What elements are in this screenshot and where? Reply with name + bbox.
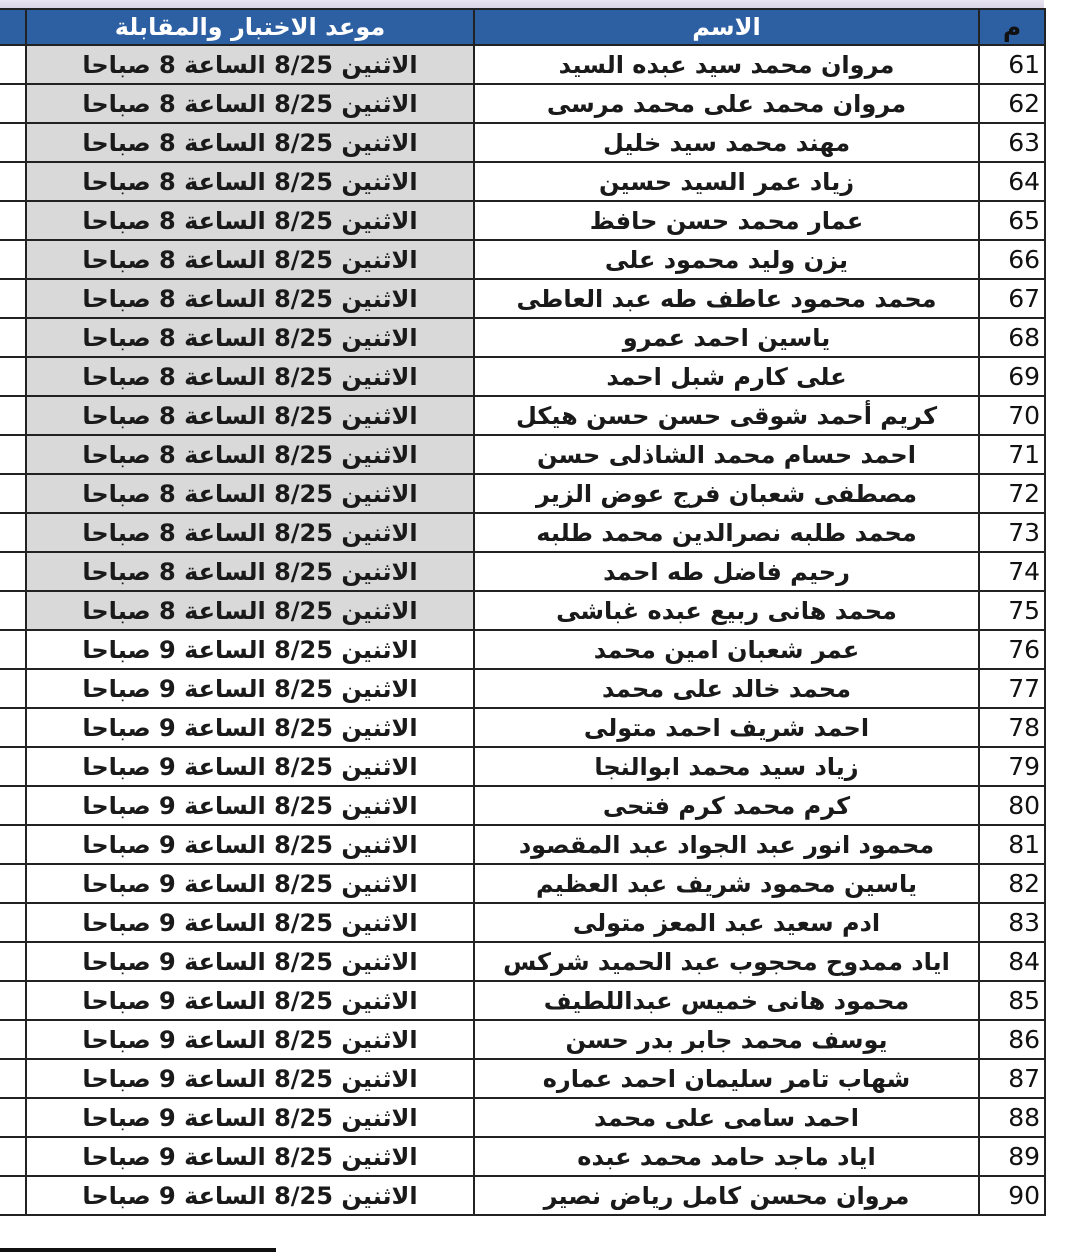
cell-name: مروان محمد على محمد مرسى	[474, 84, 979, 123]
table-row	[0, 318, 1045, 357]
cell-name: محمد طلبه نصرالدين محمد طلبه	[474, 513, 979, 552]
cell-name: اياد ماجد حامد محمد عبده	[474, 1137, 979, 1176]
table-row	[0, 396, 1045, 435]
cell-name: محمد محمود عاطف طه عبد العاطى	[474, 279, 979, 318]
table-header-row	[0, 9, 1045, 45]
row-edge-cell	[0, 240, 26, 279]
row-edge-cell	[0, 201, 26, 240]
table-row	[0, 747, 1045, 786]
cell-number: 78	[979, 708, 1045, 747]
cell-number: 65	[979, 201, 1045, 240]
cell-number: 66	[979, 240, 1045, 279]
cell-name: احمد شريف احمد متولى	[474, 708, 979, 747]
row-edge-cell	[0, 435, 26, 474]
table-row	[0, 1137, 1045, 1176]
cell-time: الاثنين 8/25 الساعة 8 صباحا	[26, 435, 474, 474]
cell-time: الاثنين 8/25 الساعة 9 صباحا	[26, 1020, 474, 1059]
cell-name: عمار محمد حسن حافظ	[474, 201, 979, 240]
table-row	[0, 435, 1045, 474]
cell-name: ياسين احمد عمرو	[474, 318, 979, 357]
table-row	[0, 630, 1045, 669]
row-edge-cell	[0, 1137, 26, 1176]
table-body	[0, 45, 1045, 1215]
cell-name: محمد هانى ربيع عبده غباشى	[474, 591, 979, 630]
cell-time: الاثنين 8/25 الساعة 9 صباحا	[26, 981, 474, 1020]
cell-time: الاثنين 8/25 الساعة 8 صباحا	[26, 240, 474, 279]
row-edge-cell	[0, 669, 26, 708]
table-row	[0, 123, 1045, 162]
table-row	[0, 1059, 1045, 1098]
cell-time: الاثنين 8/25 الساعة 9 صباحا	[26, 1059, 474, 1098]
table-row	[0, 474, 1045, 513]
cell-number: 69	[979, 357, 1045, 396]
cell-name: زياد سيد محمد ابوالنجا	[474, 747, 979, 786]
table-row	[0, 279, 1045, 318]
row-edge-cell	[0, 786, 26, 825]
cell-name: ادم سعيد عبد المعز متولى	[474, 903, 979, 942]
cell-name: مروان محمد سيد عبده السيد	[474, 45, 979, 84]
cell-number: 70	[979, 396, 1045, 435]
schedule-table	[0, 8, 1046, 1216]
cell-name: احمد حسام محمد الشاذلى حسن	[474, 435, 979, 474]
cell-time: الاثنين 8/25 الساعة 8 صباحا	[26, 513, 474, 552]
cell-time: الاثنين 8/25 الساعة 8 صباحا	[26, 162, 474, 201]
row-edge-cell	[0, 1020, 26, 1059]
cell-time: الاثنين 8/25 الساعة 8 صباحا	[26, 123, 474, 162]
cell-time: الاثنين 8/25 الساعة 8 صباحا	[26, 318, 474, 357]
cell-number: 64	[979, 162, 1045, 201]
table-row	[0, 552, 1045, 591]
cell-name: يزن وليد محمود على	[474, 240, 979, 279]
table-row	[0, 1020, 1045, 1059]
row-edge-cell	[0, 1059, 26, 1098]
row-edge-cell	[0, 903, 26, 942]
table-row	[0, 942, 1045, 981]
table-row	[0, 786, 1045, 825]
bottom-divider	[0, 1248, 276, 1252]
cell-name: كرم محمد كرم فتحى	[474, 786, 979, 825]
cell-number: 88	[979, 1098, 1045, 1137]
cell-name: زياد عمر السيد حسين	[474, 162, 979, 201]
cell-number: 71	[979, 435, 1045, 474]
cell-number: 87	[979, 1059, 1045, 1098]
row-edge-cell	[0, 357, 26, 396]
cell-number: 73	[979, 513, 1045, 552]
cell-time: الاثنين 8/25 الساعة 9 صباحا	[26, 786, 474, 825]
header-name: الاسم	[474, 9, 979, 45]
cell-number: 62	[979, 84, 1045, 123]
cell-number: 67	[979, 279, 1045, 318]
cell-time: الاثنين 8/25 الساعة 8 صباحا	[26, 591, 474, 630]
cell-number: 81	[979, 825, 1045, 864]
table-row	[0, 825, 1045, 864]
table-row	[0, 357, 1045, 396]
cell-number: 77	[979, 669, 1045, 708]
cell-time: الاثنين 8/25 الساعة 8 صباحا	[26, 357, 474, 396]
cell-number: 84	[979, 942, 1045, 981]
cell-time: الاثنين 8/25 الساعة 8 صباحا	[26, 552, 474, 591]
cell-number: 68	[979, 318, 1045, 357]
row-edge-cell	[0, 981, 26, 1020]
cell-name: يوسف محمد جابر بدر حسن	[474, 1020, 979, 1059]
cell-name: عمر شعبان امين محمد	[474, 630, 979, 669]
row-edge-cell	[0, 396, 26, 435]
table-row	[0, 201, 1045, 240]
cell-number: 72	[979, 474, 1045, 513]
cell-name: محمود انور عبد الجواد عبد المقصود	[474, 825, 979, 864]
cell-number: 61	[979, 45, 1045, 84]
cell-time: الاثنين 8/25 الساعة 9 صباحا	[26, 903, 474, 942]
table-row	[0, 45, 1045, 84]
table-row	[0, 1176, 1045, 1215]
cell-number: 76	[979, 630, 1045, 669]
cell-time: الاثنين 8/25 الساعة 9 صباحا	[26, 825, 474, 864]
table-row	[0, 708, 1045, 747]
row-edge-cell	[0, 513, 26, 552]
row-edge-cell	[0, 825, 26, 864]
cell-time: الاثنين 8/25 الساعة 9 صباحا	[26, 864, 474, 903]
cell-number: 63	[979, 123, 1045, 162]
row-edge-cell	[0, 162, 26, 201]
row-edge-cell	[0, 747, 26, 786]
table-row	[0, 981, 1045, 1020]
cell-number: 90	[979, 1176, 1045, 1215]
cell-time: الاثنين 8/25 الساعة 8 صباحا	[26, 474, 474, 513]
schedule-sheet	[0, 8, 1045, 1216]
cell-number: 75	[979, 591, 1045, 630]
cell-time: الاثنين 8/25 الساعة 8 صباحا	[26, 396, 474, 435]
table-row	[0, 669, 1045, 708]
header-number: م	[979, 9, 1045, 45]
cell-time: الاثنين 8/25 الساعة 9 صباحا	[26, 669, 474, 708]
cell-name: مروان محسن كامل رياض نصير	[474, 1176, 979, 1215]
header-edge-cell	[0, 9, 26, 45]
cell-name: مهند محمد سيد خليل	[474, 123, 979, 162]
row-edge-cell	[0, 591, 26, 630]
cell-time: الاثنين 8/25 الساعة 9 صباحا	[26, 942, 474, 981]
cell-time: الاثنين 8/25 الساعة 8 صباحا	[26, 84, 474, 123]
table-row	[0, 864, 1045, 903]
row-edge-cell	[0, 708, 26, 747]
cell-time: الاثنين 8/25 الساعة 9 صباحا	[26, 630, 474, 669]
cell-number: 86	[979, 1020, 1045, 1059]
cell-name: على كارم شبل احمد	[474, 357, 979, 396]
row-edge-cell	[0, 123, 26, 162]
table-row	[0, 591, 1045, 630]
row-edge-cell	[0, 864, 26, 903]
cell-name: مصطفى شعبان فرج عوض الزير	[474, 474, 979, 513]
row-edge-cell	[0, 1098, 26, 1137]
table-row	[0, 513, 1045, 552]
cell-name: اياد ممدوح محجوب عبد الحميد شركس	[474, 942, 979, 981]
cell-name: رحيم فاضل طه احمد	[474, 552, 979, 591]
cell-number: 79	[979, 747, 1045, 786]
cell-number: 85	[979, 981, 1045, 1020]
cell-number: 82	[979, 864, 1045, 903]
cell-time: الاثنين 8/25 الساعة 8 صباحا	[26, 279, 474, 318]
row-edge-cell	[0, 279, 26, 318]
row-edge-cell	[0, 318, 26, 357]
cell-time: الاثنين 8/25 الساعة 9 صباحا	[26, 747, 474, 786]
table-row	[0, 162, 1045, 201]
cell-number: 80	[979, 786, 1045, 825]
cell-name: محمد خالد على محمد	[474, 669, 979, 708]
cell-time: الاثنين 8/25 الساعة 8 صباحا	[26, 201, 474, 240]
cell-time: الاثنين 8/25 الساعة 9 صباحا	[26, 1176, 474, 1215]
cell-name: احمد سامى على محمد	[474, 1098, 979, 1137]
cell-number: 89	[979, 1137, 1045, 1176]
table-row	[0, 240, 1045, 279]
cell-time: الاثنين 8/25 الساعة 9 صباحا	[26, 1137, 474, 1176]
row-edge-cell	[0, 630, 26, 669]
table-row	[0, 84, 1045, 123]
cell-number: 83	[979, 903, 1045, 942]
row-edge-cell	[0, 1176, 26, 1215]
table-row	[0, 1098, 1045, 1137]
row-edge-cell	[0, 552, 26, 591]
cell-name: محمود هانى خميس عبداللطيف	[474, 981, 979, 1020]
cell-time: الاثنين 8/25 الساعة 9 صباحا	[26, 1098, 474, 1137]
cell-name: شهاب تامر سليمان احمد عماره	[474, 1059, 979, 1098]
table-row	[0, 903, 1045, 942]
cell-time: الاثنين 8/25 الساعة 9 صباحا	[26, 708, 474, 747]
cell-name: ياسين محمود شريف عبد العظيم	[474, 864, 979, 903]
cell-number: 74	[979, 552, 1045, 591]
header-time: موعد الاختبار والمقابلة	[26, 9, 474, 45]
row-edge-cell	[0, 474, 26, 513]
row-edge-cell	[0, 45, 26, 84]
row-edge-cell	[0, 84, 26, 123]
cell-name: كريم أحمد شوقى حسن حسن هيكل	[474, 396, 979, 435]
cell-time: الاثنين 8/25 الساعة 8 صباحا	[26, 45, 474, 84]
row-edge-cell	[0, 942, 26, 981]
